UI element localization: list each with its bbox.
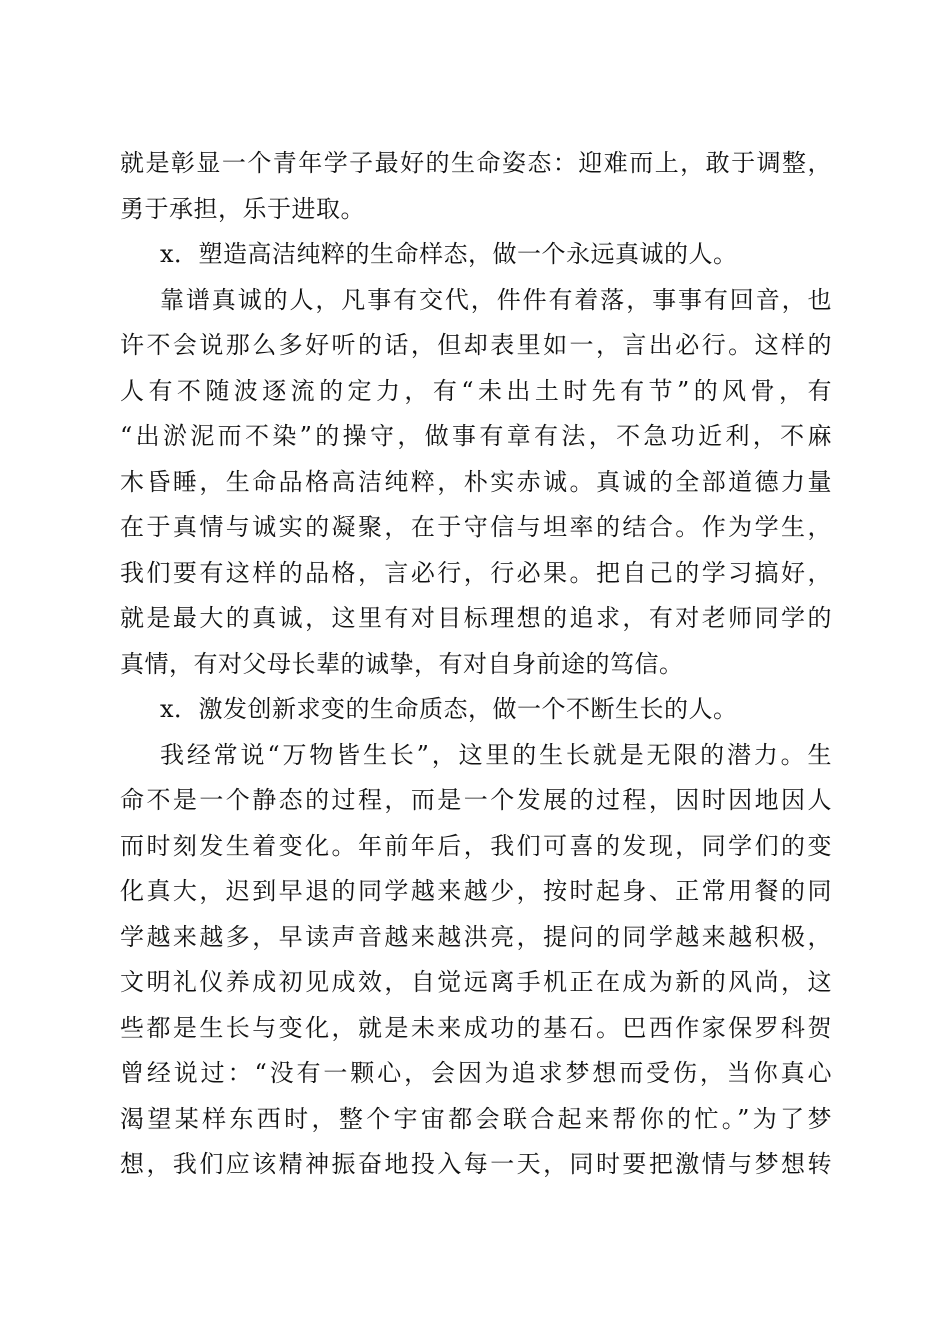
section-heading-sincerity: x．塑造高洁纯粹的生命样态，做一个永远真诚的人。 [160, 240, 738, 268]
paragraph-line-12: 真情，有对父母长辈的诚挚，有对自身前途的笃信。 [120, 650, 684, 678]
paragraph-line-16: 而时刻发生着变化。年前年后，我们可喜的发现，同学们的变 [120, 832, 832, 860]
paragraph-line-2: 勇于承担，乐于进取。 [120, 195, 365, 223]
paragraph-line-4: 靠谱真诚的人，凡事有交代，件件有着落，事事有回音，也 [160, 286, 832, 314]
paragraph-line-10: 我们要有这样的品格，言必行，行必果。把自己的学习搞好， [120, 559, 832, 587]
paragraph-line-20: 些都是生长与变化，就是未来成功的基石。巴西作家保罗科贺 [120, 1014, 832, 1042]
paragraph-line-17: 化真大，迟到早退的同学越来越少，按时起身、正常用餐的同 [120, 877, 832, 905]
paragraph-line-21: 曾经说过：“没有一颗心，会因为追求梦想而受伤，当你真心 [120, 1059, 832, 1087]
paragraph-line-14: 我经常说“万物皆生长”，这里的生长就是无限的潜力。生 [160, 741, 832, 769]
section-heading-growth: x．激发创新求变的生命质态，做一个不断生长的人。 [160, 695, 738, 723]
paragraph-line-6: 人有不随波逐流的定力，有“未出土时先有节”的风骨，有 [120, 377, 832, 405]
paragraph-line-5: 许不会说那么多好听的话，但却表里如一，言出必行。这样的 [120, 331, 832, 359]
paragraph-line-19: 文明礼仪养成初见成效，自觉远离手机正在成为新的风尚，这 [120, 968, 832, 996]
paragraph-line-11: 就是最大的真诚，这里有对目标理想的追求，有对老师同学的 [120, 604, 832, 632]
paragraph-line-18: 学越来越多，早读声音越来越洪亮，提问的同学越来越积极， [120, 923, 832, 951]
paragraph-line-22: 渴望某样东西时，整个宇宙都会联合起来帮你的忙。”为了梦 [120, 1105, 832, 1133]
paragraph-line-7: “出淤泥而不染”的操守，做事有章有法，不急功近利，不麻 [120, 422, 832, 450]
paragraph-line-23: 想，我们应该精神振奋地投入每一天，同时要把激情与梦想转 [120, 1150, 832, 1178]
paragraph-line-15: 命不是一个静态的过程，而是一个发展的过程，因时因地因人 [120, 786, 832, 814]
paragraph-line-8: 木昏睡，生命品格高洁纯粹，朴实赤诚。真诚的全部道德力量 [120, 468, 832, 496]
paragraph-line-1: 就是彰显一个青年学子最好的生命姿态：迎难而上，敢于调整， [120, 149, 832, 177]
paragraph-line-9: 在于真情与诚实的凝聚，在于守信与坦率的结合。作为学生， [120, 513, 832, 541]
